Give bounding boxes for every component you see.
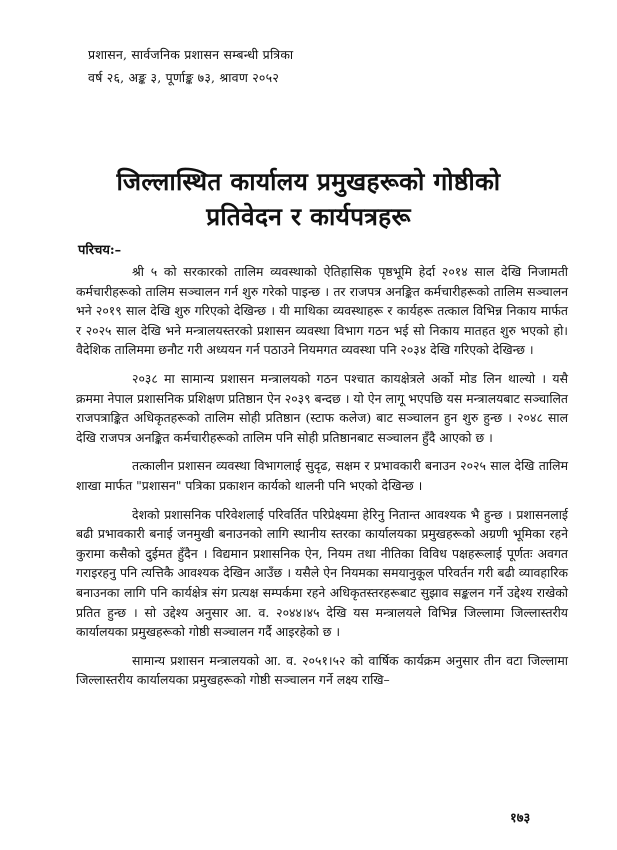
section-heading: परिचय:– bbox=[78, 243, 122, 258]
body-text bbox=[76, 262, 568, 699]
paragraph: सामान्य प्रशासन मन्त्रालयको आ. व. २०५१।५२ को वार्षिक कार्यक्रम अनुसार तीन वटा जिल्लामा जिल्लास्तरीय कार्यालयका प्रमुखहरूको गोष्ठी सञ्चालन गर्ने लक्ष्य राखि– bbox=[76, 652, 568, 688]
article-title-line-1: जिल्लास्थित कार्यालय प्रमुखहरूको गोष्ठीको bbox=[116, 167, 501, 196]
page-number: १७३ bbox=[510, 811, 531, 826]
paragraph: देशको प्रशासनिक परिवेशलाई परिवर्तित परिप्रेक्ष्यमा हेरिनु नितान्त आवश्यक भै हुन्छ । प्रशासनलाई बढी प्रभावकारी बनाई जनमुखी बनाउनको लागि स्थानीय स्तरका कार्यालयका प्रमुखहरूको अग्रणी भूमिका रहने कुरामा कसैको दुईमत हुँदैन । विद्यमान प्रशासनिक ऐन, नियम तथा नीतिका विविध पक्षहरूलाई पूर्णतः अवगत गराइरहनु पनि त्यत्तिकै आवश्यक देखिन आउँछ । यसैले ऐन नियमका समयानुकूल परिवर्तन गरी बढी व्यावहारिक बनाउनका लागि पनि कार्यक्षेत्र संग प्रत्यक्ष सम्पर्कमा रहने अधिकृतस्तरहरूबाट सुझाव सङ्कलन गर्ने उद्देश्य राखेको प्रतित हुन्छ । सो उद्देश्य अनुसार आ. व. २०४४।४५ देखि यस मन्त्रालयले विभिन्न जिल्लामा जिल्लास्तरीय कार्यालयका प्रमुखहरूको गोष्ठी सञ्चालन गर्दै आइरहेको छ । bbox=[76, 506, 568, 640]
article-title-line-2: प्रतिवेदन र कार्यपत्रहरू bbox=[206, 202, 411, 231]
paragraph: श्री ५ को सरकारको तालिम व्यवस्थाको ऐतिहासिक पृष्ठभूमि हेर्दा २०१४ साल देखि निजामती कर्मचारीहरूको तालिम सञ्चालन गर्न शुरु गरेको पाइन्छ । तर राजपत्र अनङ्कित कर्मचारीहरूको तालिम सञ्चालन भने २०१९ साल देखि शुरु गरिएको देखिन्छ । यी माथिका व्यवस्थाहरू र कार्यहरू तत्काल विभिन्न निकाय मार्फत र २०२५ साल देखि भने मन्त्रालयस्तरको प्रशासन व्यवस्था विभाग गठन भई सो निकाय मातहत शुरु भएको हो। वैदेशिक तालिममा छनौट गरी अध्ययन गर्न पठाउने नियमगत व्यवस्था पनि २०३४ देखि गरिएको देखिन्छ । bbox=[76, 264, 568, 358]
journal-issue: वर्ष २६, अङ्क ३, पूर्णाङ्क ७३, श्रावण २०५२ bbox=[88, 70, 280, 85]
paragraph: तत्कालीन प्रशासन व्यवस्था विभागलाई सुदृढ, सक्षम र प्रभावकारी बनाउन २०२५ साल देखि तालिम शाखा मार्फत "प्रशासन" पत्रिका प्रकाशन कार्यको थालनी पनि भएको देखिन्छ । bbox=[76, 458, 568, 493]
paragraph: २०३८ मा सामान्य प्रशासन मन्त्रालयको गठन पश्चात कायक्षेत्रले अर्को मोड लिन थाल्यो । यसै क्रममा नेपाल प्रशासनिक प्रशिक्षण प्रतिष्ठान ऐन २०३९ बन्दछ । यो ऐन लागू भएपछि यस मन्त्रालयबाट सञ्चालित राजपत्राङ्कित अधिकृतहरूको तालिम सोही प्रतिष्ठान (स्टाफ कलेज) बाट सञ्चालन हुन शुरु हुन्छ । २०४८ साल देखि राजपत्र अनङ्कित कर्मचारीहरूको तालिम पनि सोही प्रतिष्ठानबाट सञ्चालन हुँदै आएको छ । bbox=[76, 370, 568, 445]
journal-name: प्रशासन, सार्वजनिक प्रशासन सम्बन्धी प्रत्रिका bbox=[88, 47, 294, 62]
